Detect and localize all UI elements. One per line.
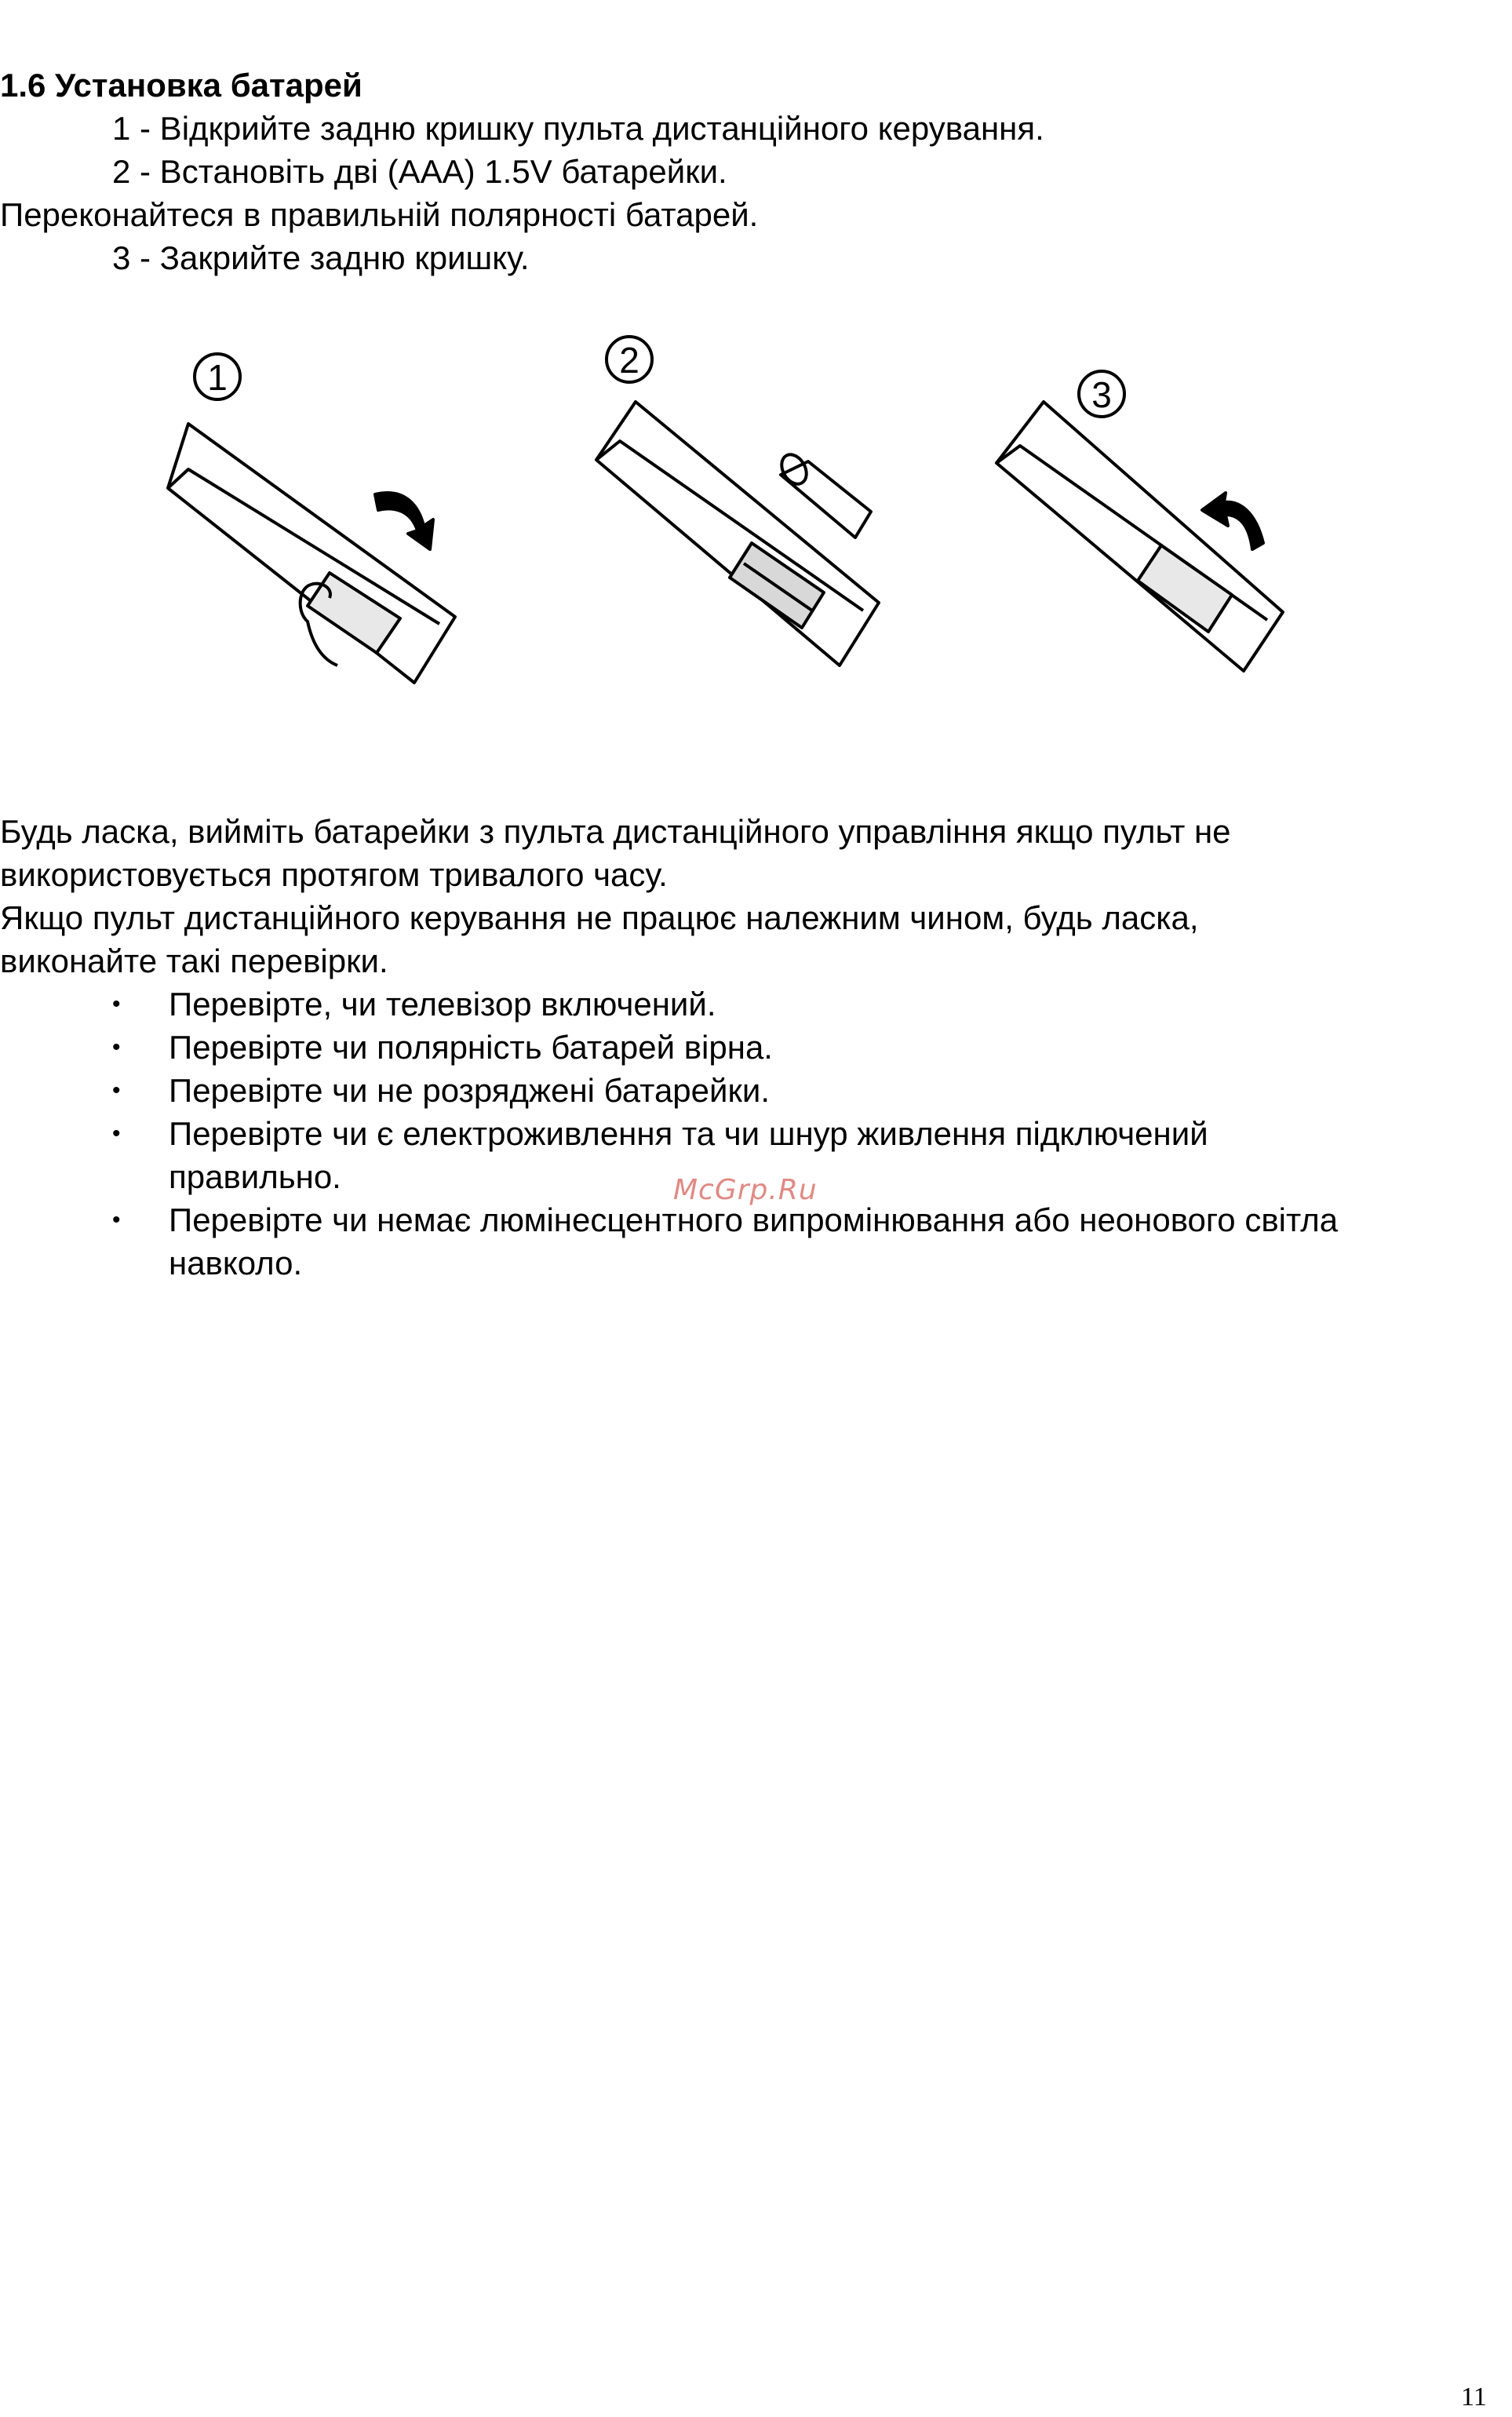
paragraph-1-line-1: Будь ласка, вийміть батарейки з пульта дистанційного управління якщо пульт не (0, 813, 1231, 850)
bullet-dot-2: • (112, 1034, 121, 1060)
remote-body-2 (596, 402, 879, 665)
arrow-down-right-icon (375, 493, 433, 549)
step-2-text: 2 - Встановіть дві (ААА) 1.5V батарейки. (112, 153, 727, 190)
bullet-4-text: Перевірте чи є електроживлення та чи шнур живлення підключений (169, 1115, 1208, 1152)
step-2-number: 2 (619, 340, 639, 381)
bullet-5-continuation: навколо. (169, 1245, 303, 1281)
bullet-5-text: Перевірте чи немає люмінесцентного випромінювання або неонового світла (169, 1201, 1339, 1238)
bullet-dot-4: • (112, 1121, 121, 1147)
watermark: McGrp.Ru (673, 1174, 818, 1206)
section-title: 1.6 Установка батарей (0, 67, 363, 104)
step-3-figure (996, 371, 1283, 671)
bullet-dot-1: • (112, 991, 121, 1017)
step-1-figure (168, 354, 455, 683)
paragraph-2-line-1: Якщо пульт дистанційного керування не працює належним чином, будь ласка, (0, 899, 1199, 936)
bullet-dot-3: • (112, 1077, 121, 1103)
paragraph-2-line-2: виконайте такі перевірки. (0, 942, 388, 979)
remote-edge-1 (168, 469, 439, 624)
bullet-dot-5: • (112, 1207, 121, 1233)
polarity-note: Переконайтеся в правильній полярності батарей. (0, 196, 759, 233)
bullet-3-text: Перевірте чи не розряджені батарейки. (169, 1072, 770, 1109)
battery-installation-illustration (0, 314, 1512, 722)
step-2-figure (596, 337, 879, 665)
bullet-2-text: Перевірте чи полярність батарей вірна. (169, 1029, 773, 1066)
arrow-up-left-icon (1202, 493, 1263, 549)
remote-body-3 (996, 402, 1283, 671)
aaa-battery-icon (781, 461, 871, 538)
paragraph-1-line-2: використовується протягом тривалого часу. (0, 856, 668, 893)
battery-cover-3 (1138, 545, 1232, 632)
step-1-number: 1 (207, 357, 228, 398)
bullet-4-continuation: правильно. (169, 1158, 341, 1195)
step-3-text: 3 - Закрийте задню кришку. (112, 239, 530, 276)
remote-body-1 (168, 424, 455, 683)
step-1-text: 1 - Відкрийте задню кришку пульта дистанційного керування. (112, 110, 1044, 147)
step-3-number: 3 (1091, 374, 1112, 415)
page-number: 11 (1461, 2382, 1487, 2412)
bullet-1-text: Перевірте, чи телевізор включений. (169, 986, 716, 1023)
remote-edge-2 (596, 441, 863, 611)
